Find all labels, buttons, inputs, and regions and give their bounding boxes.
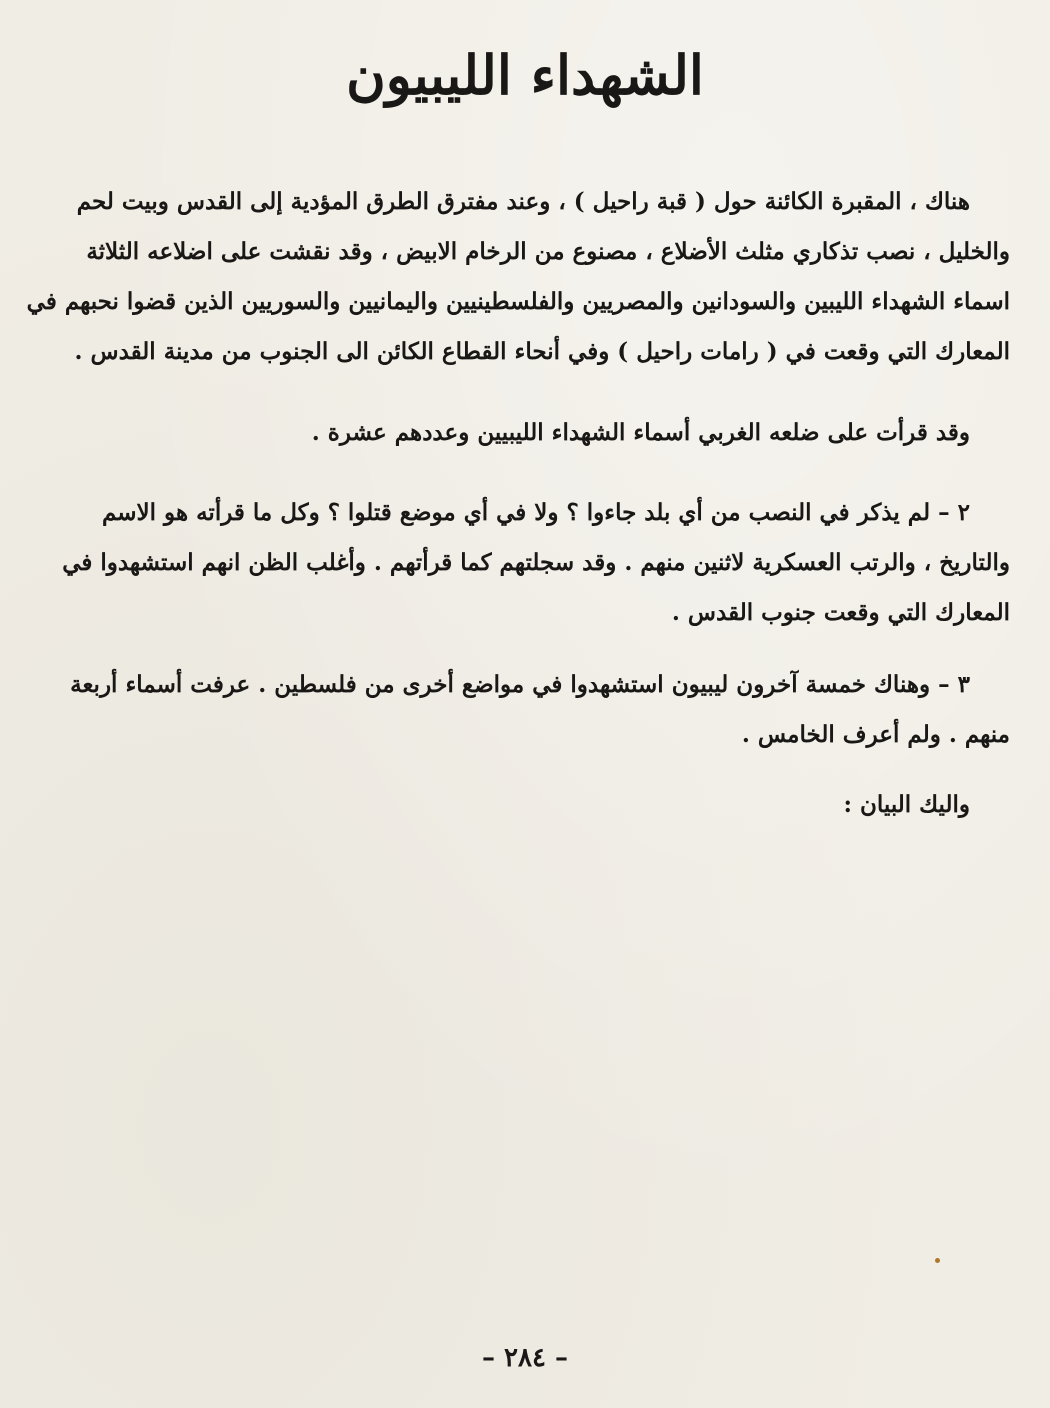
paragraph-line: المعارك التي وقعت جنوب القدس . <box>671 599 1010 626</box>
page-title: الشهداء الليبيون <box>346 43 704 107</box>
paragraph-line: المعارك التي وقعت في ( رامات راحيل ) وفي أنحاء القطاع الكائن الى الجنوب من مدينة القدس . <box>74 338 1010 365</box>
paragraph-line: اسماء الشهداء الليبين والسودانين والمصريين والفلسطينيين واليمانيين والسوريين الذين قضوا نحبهم في <box>26 288 1010 315</box>
paragraph-line: والخليل ، نصب تذكاري مثلث الأضلاع ، مصنوع من الرخام الابيض ، وقد نقشت على اضلاعه الثلاثة <box>86 238 1010 265</box>
paragraph-intro <box>26 177 1010 377</box>
page-number: – ٢٨٤ – <box>481 1343 569 1373</box>
closing-line: واليك البيان : <box>843 791 970 818</box>
paragraph-line: هناك ، المقبرة الكائنة حول ( قبة راحيل ) ، وعند مفترق الطرق المؤدية إلى القدس وبيت لحم <box>76 188 970 215</box>
paragraph-line: وقد قرأت على ضلعه الغربي أسماء الشهداء الليبيين وعددهم عشرة . <box>311 419 970 446</box>
closing-statement <box>40 780 970 830</box>
paragraph-western-side <box>40 408 970 458</box>
ink-speck <box>935 1258 940 1263</box>
paragraph-line: والتاريخ ، والرتب العسكرية لاثنين منهم . وقد سجلتهم كما قرأتهم . وأغلب الظن انهم استشهدوا في <box>62 549 1010 576</box>
paragraph-line: منهم . ولم أعرف الخامس . <box>741 721 1010 748</box>
paragraph-item-3 <box>40 660 1010 760</box>
paragraph-line: ٣ – وهناك خمسة آخرون ليبيون استشهدوا في مواضع أخرى من فلسطين . عرفت أسماء أربعة <box>70 671 970 698</box>
paragraph-line: ٢ – لم يذكر في النصب من أي بلد جاءوا ؟ ولا في أي موضع قتلوا ؟ وكل ما قرأته هو الاسم <box>101 499 970 526</box>
paragraph-item-2 <box>40 488 1010 638</box>
